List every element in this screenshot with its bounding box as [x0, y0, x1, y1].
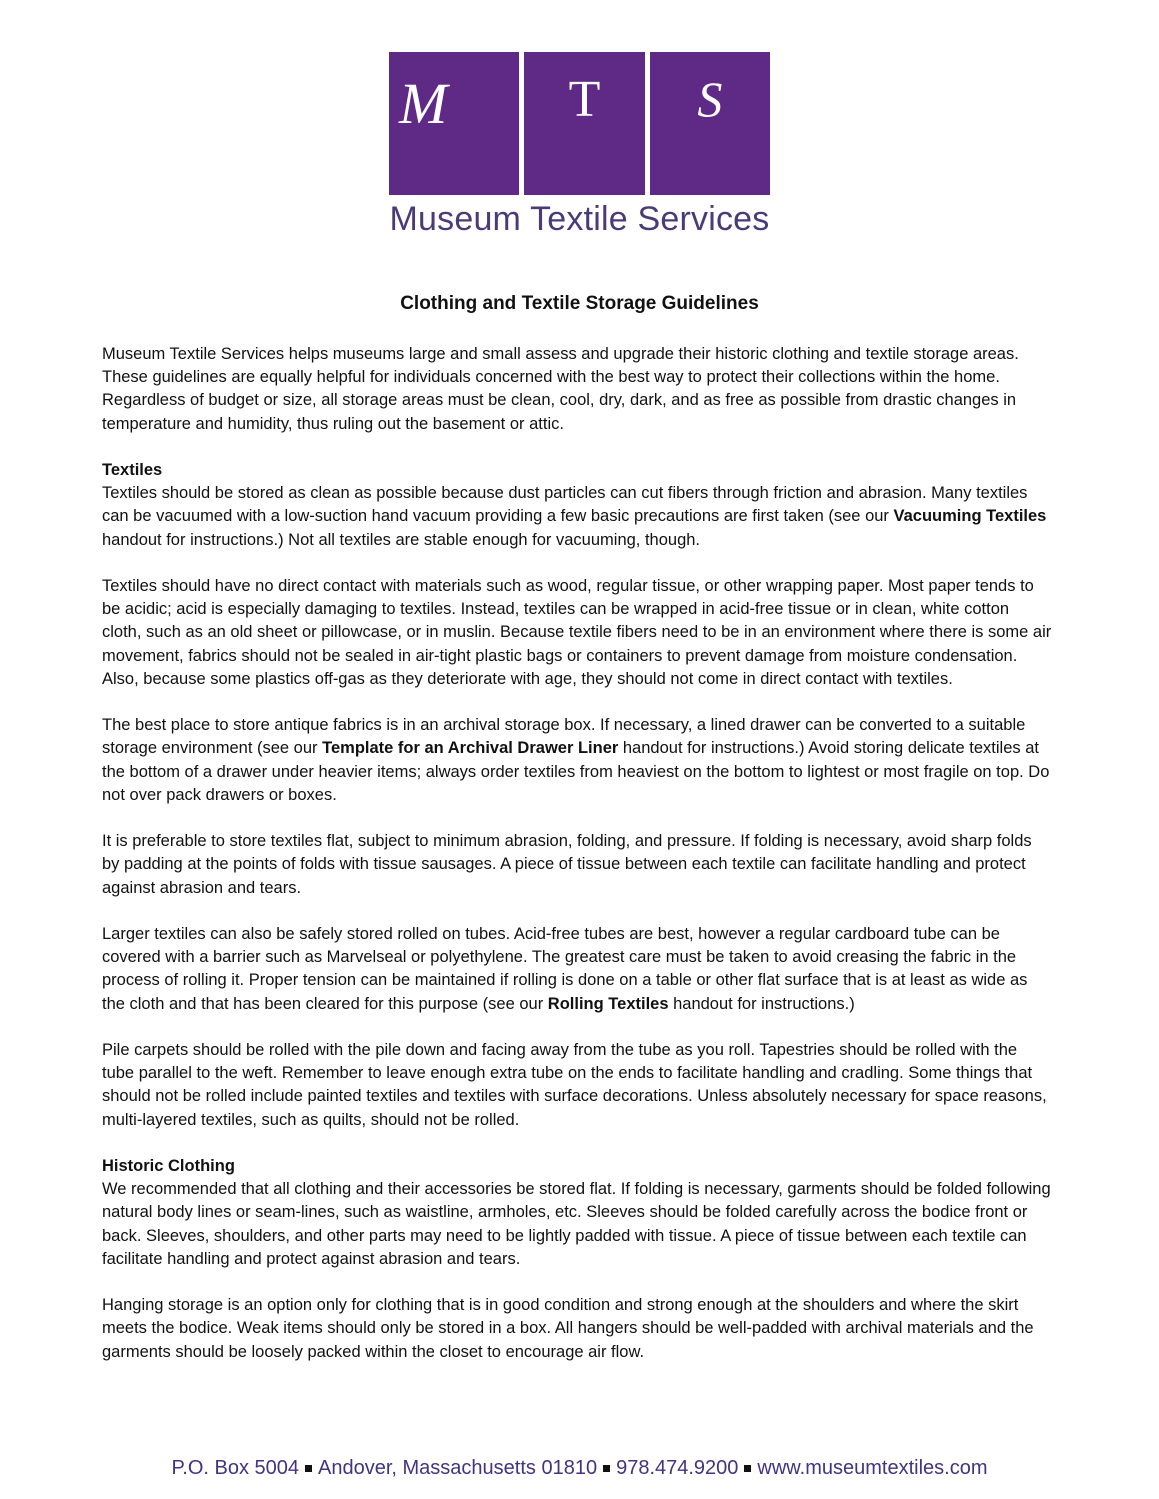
logo-letter-m: M — [389, 52, 519, 195]
clothing-paragraph-1: We recommended that all clothing and their accessories be stored flat. If folding is necessary, garments should be folded following natural body lines or seam-lines, such as waistline, armholes, etc. Sleeves should be folded carefully across the bodice front or back. Sleeves, shoulders, and other parts may need to be lightly padded with tissue. A piece of tissue between each textile can facilitate handling and protect against abrasion and tears. — [102, 1180, 1051, 1268]
logo-letter-s: S — [650, 52, 770, 195]
document-body — [102, 343, 1052, 1387]
brand-name: Museum Textile Services — [389, 200, 770, 238]
textiles-paragraph-3: The best place to store antique fabrics is in an archival storage box. If necessary, a lined drawer can be converted to a suitable storage environment (see our Template for an Archival Drawer Liner handout for instructions.) Avoid storing delicate textiles at the bottom of a drawer under heavier items; always order textiles from heaviest on the bottom to lightest or most fragile on top. Do not over pack drawers or boxes. — [102, 716, 1050, 804]
textiles-heading: Textiles — [102, 461, 163, 479]
logo-letter-t: T — [524, 52, 644, 195]
textiles-paragraph-5: Larger textiles can also be safely stored rolled on tubes. Acid-free tubes are best, however a regular cardboard tube can be covered with a barrier such as Marvelseal or polyethylene. The greatest care must be taken to avoid creasing the fabric in the process of rolling it. Proper tension can be maintained if rolling is done on a table or other flat surface that is at least as wide as the cloth and that has been cleared for this purpose (see our Rolling Textiles handout for instructions.) — [102, 925, 1028, 1013]
clothing-paragraph-2: Hanging storage is an option only for clothing that is in good condition and strong enough at the shoulders and where the skirt meets the bodice. Weak items should only be stored in a box. All hangers should be well-padded with archival materials and the garments should be loosely packed within the closet to encourage air flow. — [102, 1296, 1034, 1361]
footer-address: P.O. Box 5004 — [171, 1457, 300, 1479]
rolling-textiles-ref: Rolling Textiles — [547, 994, 669, 1013]
separator-square-icon — [603, 1465, 610, 1472]
separator-square-icon — [744, 1465, 751, 1472]
footer-phone: 978.474.9200 — [616, 1457, 739, 1479]
footer-city: Andover, Massachusetts 01810 — [318, 1457, 598, 1479]
textiles-paragraph-4: It is preferable to store textiles flat, subject to minimum abrasion, folding, and pressure. If folding is necessary, avoid sharp folds by padding at the points of folds with tissue sausages. A piece of tissue between each textile can facilitate handling and protect against abrasion and tears. — [102, 832, 1032, 897]
footer-website-link[interactable]: www.museumtextiles.com — [757, 1457, 988, 1479]
footer — [0, 1457, 1159, 1480]
mts-logo — [389, 52, 770, 195]
textiles-paragraph-1: Textiles should be stored as clean as possible because dust particles can cut fibers through friction and abrasion. Many textiles can be vacuumed with a low-suction hand vacuum providing a few basic precautions are first taken (see our Vacuuming Textiles handout for instructions.) Not all textiles are stable enough for vacuuming, though. — [102, 484, 1047, 549]
clothing-heading: Historic Clothing — [102, 1157, 235, 1175]
textiles-paragraph-6: Pile carpets should be rolled with the pile down and facing away from the tube as you roll. Tapestries should be rolled with the tube parallel to the weft. Remember to leave enough extra tube on the ends to facilitate handling and cradling. Some things that should not be rolled include painted textiles and textiles with surface decorations. Unless absolutely necessary for space reasons, multi-layered textiles, such as quilts, should not be rolled. — [102, 1041, 1047, 1129]
page-title: Clothing and Textile Storage Guidelines — [400, 293, 759, 314]
drawer-liner-ref: Template for an Archival Drawer Liner — [322, 739, 619, 758]
intro-paragraph: Museum Textile Services helps museums large and small assess and upgrade their historic clothing and textile storage areas. These guidelines are equally helpful for individuals concerned with the best way to protect their collections within the home. Regardless of budget or size, all storage areas must be clean, cool, dry, dark, and as free as possible from drastic changes in temperature and humidity, thus ruling out the basement or attic. — [102, 345, 1019, 433]
separator-square-icon — [305, 1465, 312, 1472]
vacuuming-textiles-ref: Vacuuming Textiles — [893, 507, 1047, 526]
textiles-paragraph-2: Textiles should have no direct contact with materials such as wood, regular tissue, or other wrapping paper. Most paper tends to be acidic; acid is especially damaging to textiles. Instead, textiles can be wrapped in acid-free tissue or in clean, white cotton cloth, such as an old sheet or pillowcase, or in muslin. Because textile fibers need to be in an environment where there is some air movement, fabrics should not be sealed in air-tight plastic bags or containers to prevent damage from moisture condensation. Also, because some plastics off-gas as they deteriorate with age, they should not come in direct contact with textiles. — [102, 577, 1052, 688]
